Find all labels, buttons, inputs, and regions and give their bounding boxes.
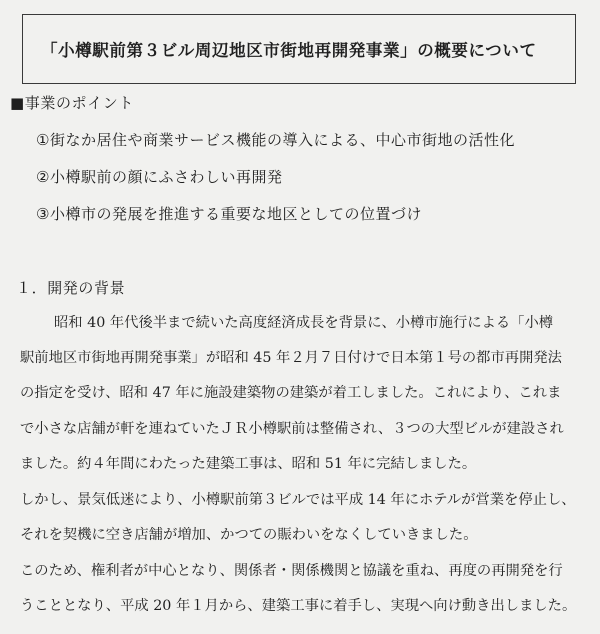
body-line-1: 昭和 40 年代後半まで続いた高度経済成長を背景に、小樽市施行による「小樽 [54,315,554,331]
point-item-3: ③小樽市の発展を推進する重要な地区としての位置づけ [36,205,422,223]
body-line-4: で小さな店舗が軒を連ねていたＪＲ小樽駅前は整備され、３つの大型ビルが建設され [20,421,564,437]
body-line-2: 駅前地区市街地再開発事業」が昭和 45 年２月７日付けで日本第１号の都市再開発法 [20,350,562,366]
point-item-2: ②小樽駅前の顔にふさわしい再開発 [36,168,283,186]
body-line-5: ました。約４年間にわたった建築工事は、昭和 51 年に完結しました。 [20,456,477,472]
section-heading: １．開発の背景 [16,279,126,297]
title-box [22,14,576,84]
body-line-6: しかし、景気低迷により、小樽駅前第３ビルでは平成 14 年にホテルが営業を停止し、 [20,492,576,508]
body-line-7: それを契機に空き店舗が増加、かつての賑わいをなくしていきました。 [20,527,478,543]
body-line-9: うこととなり、平成 20 年１月から、建築工事に着手し、実現へ向け動き出しました。 [20,598,577,614]
document-title: 「小樽駅前第３ビル周辺地区市街地再開発事業」の概要について [41,41,537,60]
body-line-8: このため、権利者が中心となり、関係者・関係機関と協議を重ね、再度の再開発を行 [20,563,563,579]
body-line-3: の指定を受け、昭和 47 年に施設建築物の建築が着工しました。これにより、これま [20,385,562,401]
point-item-1: ①街なか居住や商業サービス機能の導入による、中心市街地の活性化 [36,131,515,149]
points-heading: ■事業のポイント [10,94,134,112]
